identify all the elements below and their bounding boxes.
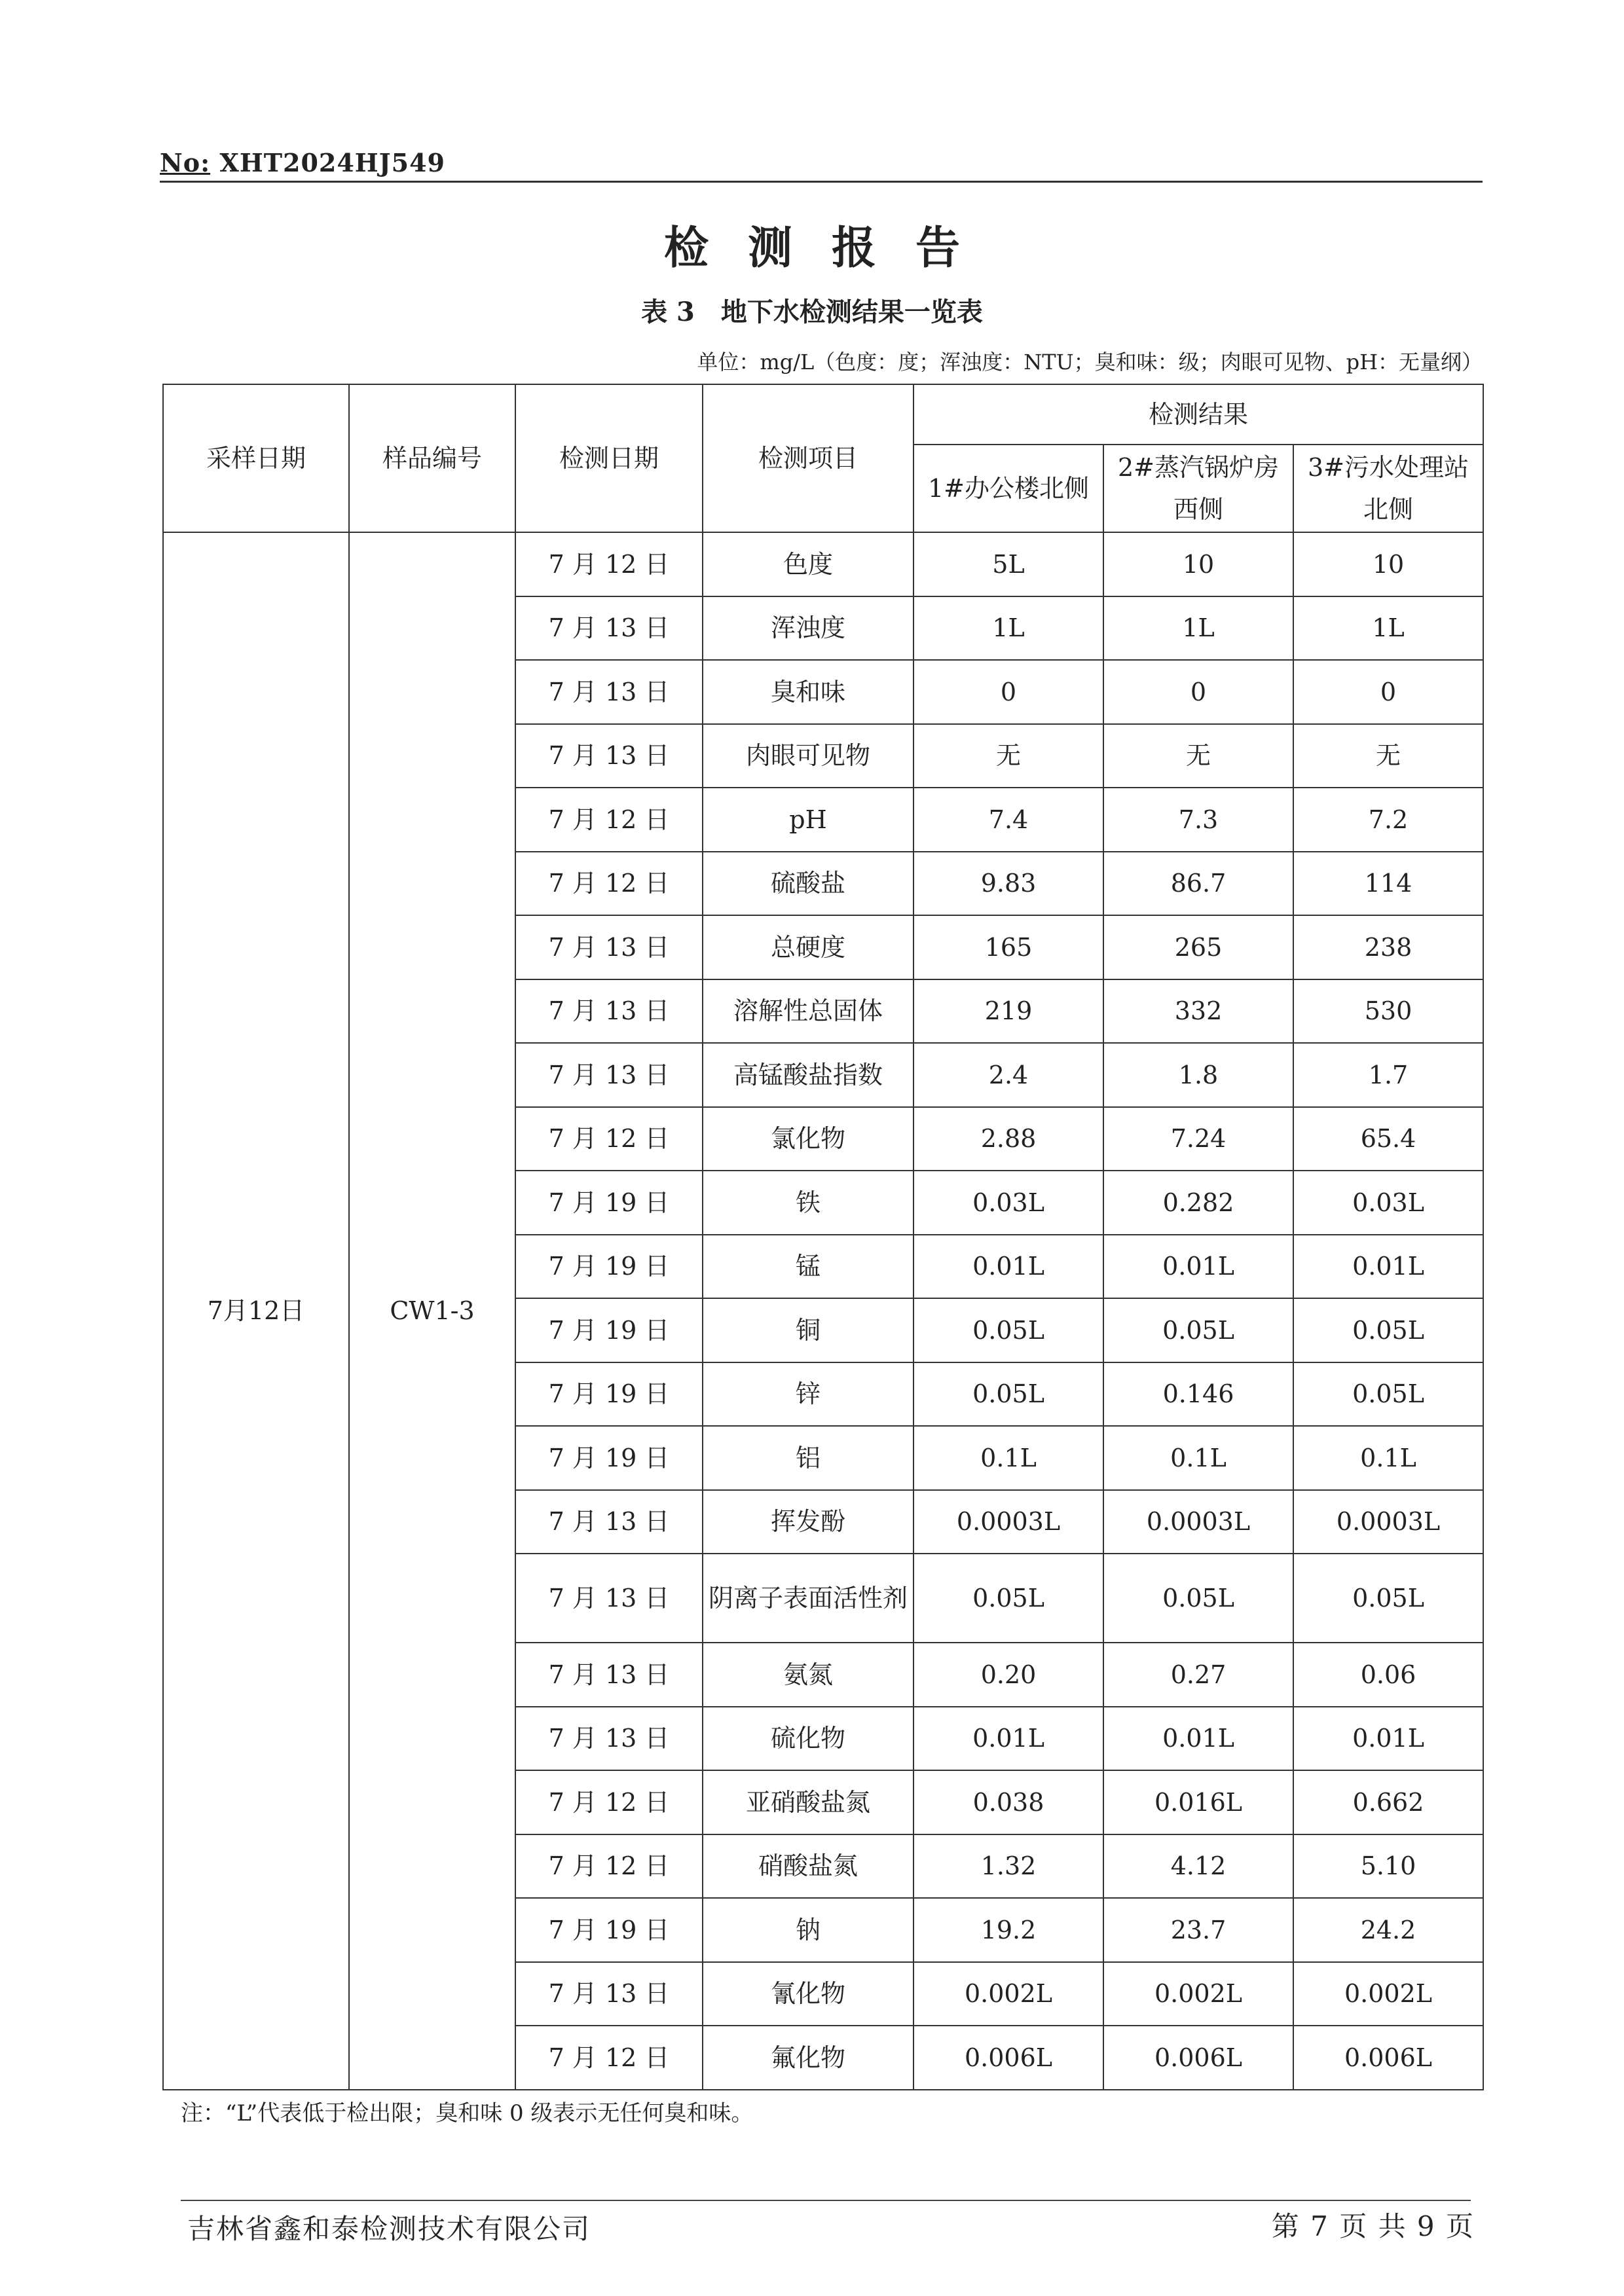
cell-test-item: 阴离子表面活性剂 bbox=[703, 1554, 913, 1643]
cell-site-3: 114 bbox=[1293, 852, 1483, 916]
cell-site-3: 1.7 bbox=[1293, 1043, 1483, 1107]
cell-test-item: 硝酸盐氮 bbox=[703, 1834, 913, 1899]
cell-test-date: 7 月 13 日 bbox=[515, 1643, 703, 1707]
cell-site-3: 530 bbox=[1293, 979, 1483, 1044]
cell-site-2: 1L bbox=[1103, 596, 1293, 661]
page-number: 第 7 页 共 9 页 bbox=[1271, 2210, 1475, 2242]
header-sample-id: 样品编号 bbox=[349, 384, 515, 532]
cell-site-1: 0.1L bbox=[913, 1426, 1103, 1490]
cell-test-date: 7 月 13 日 bbox=[515, 724, 703, 788]
cell-site-1: 19.2 bbox=[913, 1898, 1103, 1962]
cell-test-date: 7 月 19 日 bbox=[515, 1171, 703, 1235]
header-results: 检测结果 bbox=[913, 384, 1483, 445]
table-caption: 表 3 地下水检测结果一览表 bbox=[641, 297, 983, 327]
cell-test-item: 硫化物 bbox=[703, 1707, 913, 1771]
cell-site-3: 0.0003L bbox=[1293, 1490, 1483, 1554]
cell-test-item: 锰 bbox=[703, 1235, 913, 1299]
footer-divider bbox=[181, 2200, 1471, 2201]
table-body bbox=[163, 532, 1483, 2090]
cell-site-1: 1L bbox=[913, 596, 1103, 661]
cell-test-date: 7 月 19 日 bbox=[515, 1298, 703, 1362]
cell-test-date: 7 月 12 日 bbox=[515, 2026, 703, 2090]
cell-test-item: 氨氮 bbox=[703, 1643, 913, 1707]
cell-site-3: 0.006L bbox=[1293, 2026, 1483, 2090]
cell-site-1: 0 bbox=[913, 660, 1103, 724]
cell-site-2: 4.12 bbox=[1103, 1834, 1293, 1899]
cell-site-3: 0.662 bbox=[1293, 1770, 1483, 1834]
footer-company: 吉林省鑫和泰检测技术有限公司 bbox=[187, 2213, 591, 2245]
cell-site-1: 0.20 bbox=[913, 1643, 1103, 1707]
cell-site-3: 0.01L bbox=[1293, 1707, 1483, 1771]
cell-site-1: 2.4 bbox=[913, 1043, 1103, 1107]
cell-site-1: 0.01L bbox=[913, 1235, 1103, 1299]
cell-test-date: 7 月 12 日 bbox=[515, 1107, 703, 1171]
cell-site-1: 0.03L bbox=[913, 1171, 1103, 1235]
cell-site-3: 65.4 bbox=[1293, 1107, 1483, 1171]
cell-site-2: 0.0003L bbox=[1103, 1490, 1293, 1554]
cell-site-2: 0 bbox=[1103, 660, 1293, 724]
cell-site-1: 0.01L bbox=[913, 1707, 1103, 1771]
cell-site-1: 0.05L bbox=[913, 1362, 1103, 1427]
cell-test-date: 7 月 12 日 bbox=[515, 532, 703, 596]
cell-site-3: 7.2 bbox=[1293, 788, 1483, 852]
cell-site-2: 0.01L bbox=[1103, 1235, 1293, 1299]
cell-site-1: 5L bbox=[913, 532, 1103, 596]
cell-test-date: 7 月 19 日 bbox=[515, 1235, 703, 1299]
cell-site-3: 238 bbox=[1293, 915, 1483, 979]
cell-test-item: 铝 bbox=[703, 1426, 913, 1490]
cell-site-2: 265 bbox=[1103, 915, 1293, 979]
cell-site-3: 10 bbox=[1293, 532, 1483, 596]
cell-site-2: 86.7 bbox=[1103, 852, 1293, 916]
cell-site-2: 0.016L bbox=[1103, 1770, 1293, 1834]
cell-site-2: 0.05L bbox=[1103, 1298, 1293, 1362]
cell-site-3: 无 bbox=[1293, 724, 1483, 788]
cell-site-2: 23.7 bbox=[1103, 1898, 1293, 1962]
cell-site-1: 165 bbox=[913, 915, 1103, 979]
header-test-date: 检测日期 bbox=[515, 384, 703, 532]
cell-site-2: 0.002L bbox=[1103, 1962, 1293, 2026]
header-test-item: 检测项目 bbox=[703, 384, 913, 532]
cell-site-1: 0.0003L bbox=[913, 1490, 1103, 1554]
cell-test-item: 色度 bbox=[703, 532, 913, 596]
cell-test-date: 7 月 12 日 bbox=[515, 852, 703, 916]
cell-test-item: 挥发酚 bbox=[703, 1490, 913, 1554]
cell-site-1: 9.83 bbox=[913, 852, 1103, 916]
cell-site-3: 0.1L bbox=[1293, 1426, 1483, 1490]
cell-test-date: 7 月 13 日 bbox=[515, 1707, 703, 1771]
cell-test-item: 锌 bbox=[703, 1362, 913, 1427]
cell-test-item: 总硬度 bbox=[703, 915, 913, 979]
cell-site-3: 0 bbox=[1293, 660, 1483, 724]
cell-site-1: 0.006L bbox=[913, 2026, 1103, 2090]
report-number-value: XHT2024HJ549 bbox=[219, 148, 445, 177]
cell-test-date: 7 月 19 日 bbox=[515, 1362, 703, 1427]
cell-site-3: 5.10 bbox=[1293, 1834, 1483, 1899]
cell-test-date: 7 月 19 日 bbox=[515, 1426, 703, 1490]
footnote: 注：“L”代表低于检出限；臭和味 0 级表示无任何臭和味。 bbox=[181, 2100, 754, 2126]
cell-site-2: 1.8 bbox=[1103, 1043, 1293, 1107]
groundwater-results-table bbox=[162, 384, 1484, 2090]
report-number bbox=[160, 148, 445, 177]
cell-test-date: 7 月 13 日 bbox=[515, 1554, 703, 1643]
cell-site-3: 0.05L bbox=[1293, 1362, 1483, 1427]
cell-site-3: 1L bbox=[1293, 596, 1483, 661]
cell-site-2: 无 bbox=[1103, 724, 1293, 788]
cell-test-date: 7 月 12 日 bbox=[515, 788, 703, 852]
cell-site-1: 7.4 bbox=[913, 788, 1103, 852]
cell-test-item: 溶解性总固体 bbox=[703, 979, 913, 1044]
cell-test-item: 硫酸盐 bbox=[703, 852, 913, 916]
cell-test-item: 铁 bbox=[703, 1171, 913, 1235]
cell-test-item: 氰化物 bbox=[703, 1962, 913, 2026]
cell-test-date: 7 月 19 日 bbox=[515, 1898, 703, 1962]
unit-note: 单位：mg/L（色度：度；浑浊度：NTU；臭和味：级；肉眼可见物、pH：无量纲） bbox=[697, 350, 1483, 374]
cell-site-3: 0.05L bbox=[1293, 1554, 1483, 1643]
cell-site-2: 0.01L bbox=[1103, 1707, 1293, 1771]
cell-site-2: 332 bbox=[1103, 979, 1293, 1044]
cell-site-3: 0.01L bbox=[1293, 1235, 1483, 1299]
report-number-label: No: bbox=[160, 148, 211, 177]
cell-site-2: 0.282 bbox=[1103, 1171, 1293, 1235]
cell-site-1: 无 bbox=[913, 724, 1103, 788]
cell-site-2: 7.24 bbox=[1103, 1107, 1293, 1171]
cell-test-item: 高锰酸盐指数 bbox=[703, 1043, 913, 1107]
cell-site-3: 0.06 bbox=[1293, 1643, 1483, 1707]
cell-test-item: pH bbox=[703, 788, 913, 852]
cell-site-2: 0.1L bbox=[1103, 1426, 1293, 1490]
header-site-2: 2#蒸汽锅炉房西侧 bbox=[1103, 445, 1293, 532]
cell-test-item: 铜 bbox=[703, 1298, 913, 1362]
cell-site-1: 2.88 bbox=[913, 1107, 1103, 1171]
cell-test-item: 肉眼可见物 bbox=[703, 724, 913, 788]
cell-site-2: 0.05L bbox=[1103, 1554, 1293, 1643]
cell-site-1: 0.05L bbox=[913, 1554, 1103, 1643]
cell-test-date: 7 月 13 日 bbox=[515, 1043, 703, 1107]
cell-site-3: 0.05L bbox=[1293, 1298, 1483, 1362]
cell-test-date: 7 月 13 日 bbox=[515, 1962, 703, 2026]
cell-site-1: 0.038 bbox=[913, 1770, 1103, 1834]
cell-test-date: 7 月 12 日 bbox=[515, 1834, 703, 1899]
header-divider bbox=[160, 181, 1483, 183]
cell-sample-id: CW1-3 bbox=[349, 532, 515, 2090]
cell-site-1: 0.05L bbox=[913, 1298, 1103, 1362]
header-sample-date: 采样日期 bbox=[163, 384, 349, 532]
cell-test-item: 氯化物 bbox=[703, 1107, 913, 1171]
cell-site-2: 10 bbox=[1103, 532, 1293, 596]
cell-test-item: 臭和味 bbox=[703, 660, 913, 724]
cell-site-3: 0.03L bbox=[1293, 1171, 1483, 1235]
cell-site-1: 219 bbox=[913, 979, 1103, 1044]
header-site-3: 3#污水处理站北侧 bbox=[1293, 445, 1483, 532]
page-title: 检测报告 bbox=[663, 222, 999, 274]
cell-test-date: 7 月 12 日 bbox=[515, 1770, 703, 1834]
cell-site-3: 24.2 bbox=[1293, 1898, 1483, 1962]
cell-site-2: 0.146 bbox=[1103, 1362, 1293, 1427]
cell-site-2: 7.3 bbox=[1103, 788, 1293, 852]
cell-site-2: 0.27 bbox=[1103, 1643, 1293, 1707]
cell-test-item: 亚硝酸盐氮 bbox=[703, 1770, 913, 1834]
cell-test-date: 7 月 13 日 bbox=[515, 1490, 703, 1554]
cell-test-date: 7 月 13 日 bbox=[515, 915, 703, 979]
cell-test-item: 氟化物 bbox=[703, 2026, 913, 2090]
cell-test-item: 钠 bbox=[703, 1898, 913, 1962]
cell-site-1: 0.002L bbox=[913, 1962, 1103, 2026]
cell-site-2: 0.006L bbox=[1103, 2026, 1293, 2090]
cell-sample-date: 7月12日 bbox=[163, 532, 349, 2090]
cell-test-item: 浑浊度 bbox=[703, 596, 913, 661]
cell-site-3: 0.002L bbox=[1293, 1962, 1483, 2026]
cell-test-date: 7 月 13 日 bbox=[515, 596, 703, 661]
table-row bbox=[163, 532, 1483, 596]
cell-test-date: 7 月 13 日 bbox=[515, 979, 703, 1044]
header-site-1: 1#办公楼北侧 bbox=[913, 445, 1103, 532]
cell-test-date: 7 月 13 日 bbox=[515, 660, 703, 724]
cell-site-1: 1.32 bbox=[913, 1834, 1103, 1899]
